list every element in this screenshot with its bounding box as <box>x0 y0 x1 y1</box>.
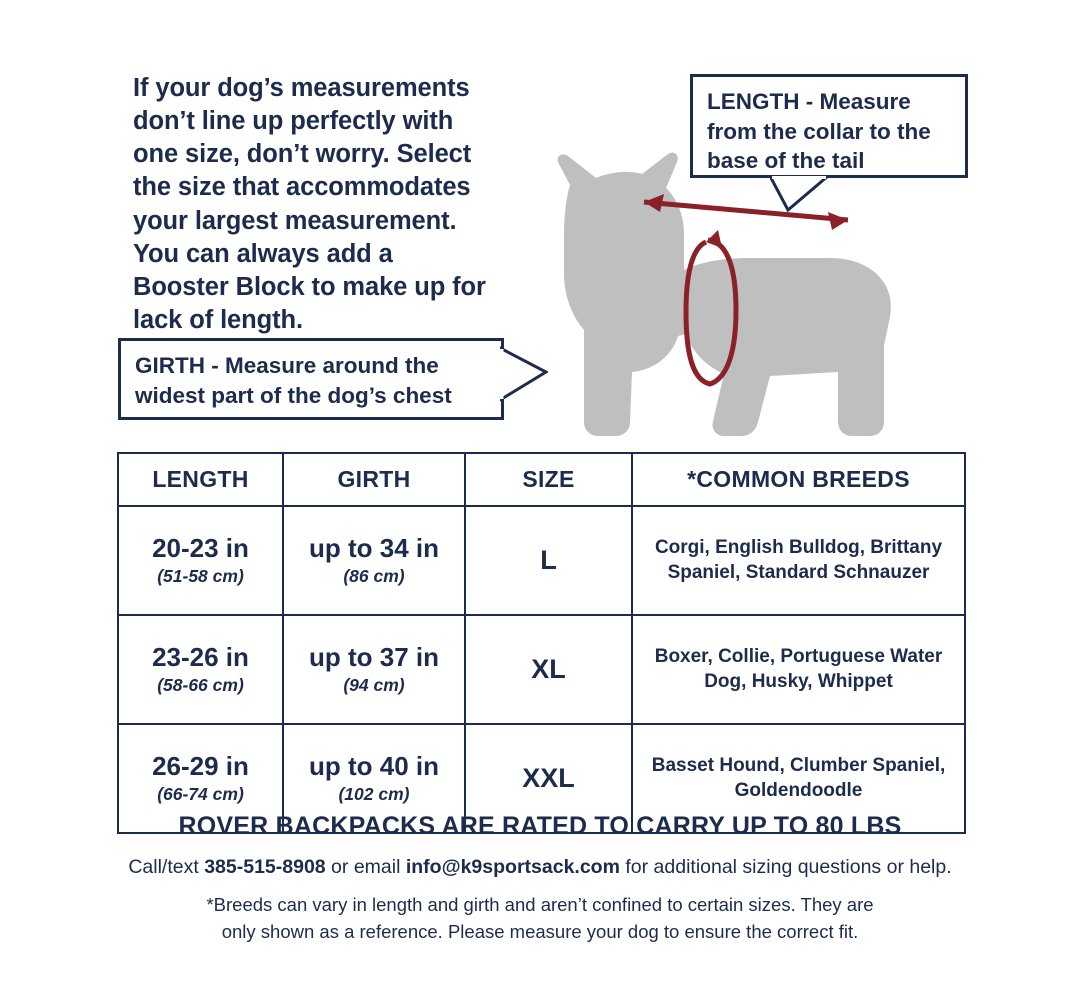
callout-length-keyword: LENGTH <box>707 89 800 114</box>
breeds-value: Boxer, Collie, Portuguese Water Dog, Husky, Whippet <box>654 646 943 692</box>
fineprint-line-1: *Breeds can vary in length and girth and aren’t confined to certain sizes. They are <box>206 894 874 915</box>
size-table-wrapper <box>117 452 964 834</box>
size-value: XXL <box>522 763 575 793</box>
cell-breeds <box>632 506 965 615</box>
contact-middle: or email <box>325 856 406 878</box>
callout-length-tail <box>770 176 830 212</box>
header-size: SIZE <box>465 453 632 506</box>
cell-length <box>118 615 283 724</box>
length-cm: (58-66 cm) <box>157 674 244 695</box>
dog-silhouette-svg <box>500 150 930 450</box>
breeds-value: Corgi, English Bulldog, Brittany Spaniel, Standard Schnauzer <box>654 537 943 583</box>
table-row <box>118 506 965 615</box>
girth-inches: up to 34 in <box>309 533 439 564</box>
callout-girth-text: - Measure around the widest part of the dog’s chest <box>135 353 452 408</box>
cell-length <box>118 506 283 615</box>
girth-cm: (94 cm) <box>343 674 405 695</box>
fineprint <box>0 892 1080 946</box>
callout-girth-tail <box>500 346 548 402</box>
dog-body-shape <box>558 153 891 436</box>
breeds-value: Basset Hound, Clumber Spaniel, Goldendoodle <box>651 755 946 801</box>
contact-suffix: for additional sizing questions or help. <box>619 856 952 878</box>
callout-length-text: - Measure from the collar to the base of the tail <box>707 89 931 174</box>
capacity-prefix: ROVER BACKPACKS ARE RATED TO CARRY UP TO <box>178 812 816 840</box>
girth-cm: (86 cm) <box>343 565 405 586</box>
length-cm: (66-74 cm) <box>157 783 244 804</box>
header-girth: GIRTH <box>283 453 465 506</box>
size-value: XL <box>531 654 566 684</box>
intro-paragraph: If your dog’s measurements don’t line up perfectly with one size, don’t worry. Select the size that accommodates your largest measurement. You can always add a Booster Block to make up for lack of length. <box>133 74 486 334</box>
size-table <box>117 452 966 834</box>
callout-girth-keyword: GIRTH <box>135 353 205 378</box>
girth-cm: (102 cm) <box>338 783 410 804</box>
cell-girth <box>283 506 465 615</box>
length-inches: 20-23 in <box>152 533 249 564</box>
length-inches: 23-26 in <box>152 642 249 673</box>
callout-girth <box>118 338 504 420</box>
header-length: LENGTH <box>118 453 283 506</box>
contact-line <box>0 856 1080 879</box>
size-value: L <box>540 545 557 575</box>
cell-size <box>465 506 632 615</box>
girth-inches: up to 40 in <box>309 751 439 782</box>
table-header-row <box>118 453 965 506</box>
cell-size <box>465 615 632 724</box>
capacity-value: 80 LBS <box>815 812 902 840</box>
cell-girth <box>283 615 465 724</box>
dog-illustration <box>500 150 930 450</box>
length-inches: 26-29 in <box>152 751 249 782</box>
callout-length <box>690 74 968 178</box>
phone-number[interactable]: 385-515-8908 <box>204 856 326 878</box>
girth-inches: up to 37 in <box>309 642 439 673</box>
header-common-breeds: *COMMON BREEDS <box>632 453 965 506</box>
cell-breeds <box>632 615 965 724</box>
email-address[interactable]: info@k9sportsack.com <box>405 856 620 878</box>
fineprint-line-2: only shown as a reference. Please measure your dog to ensure the correct fit. <box>221 920 859 942</box>
table-row <box>118 615 965 724</box>
length-cm: (51-58 cm) <box>157 565 244 586</box>
capacity-statement <box>0 812 1080 841</box>
contact-prefix: Call/text <box>128 856 205 878</box>
